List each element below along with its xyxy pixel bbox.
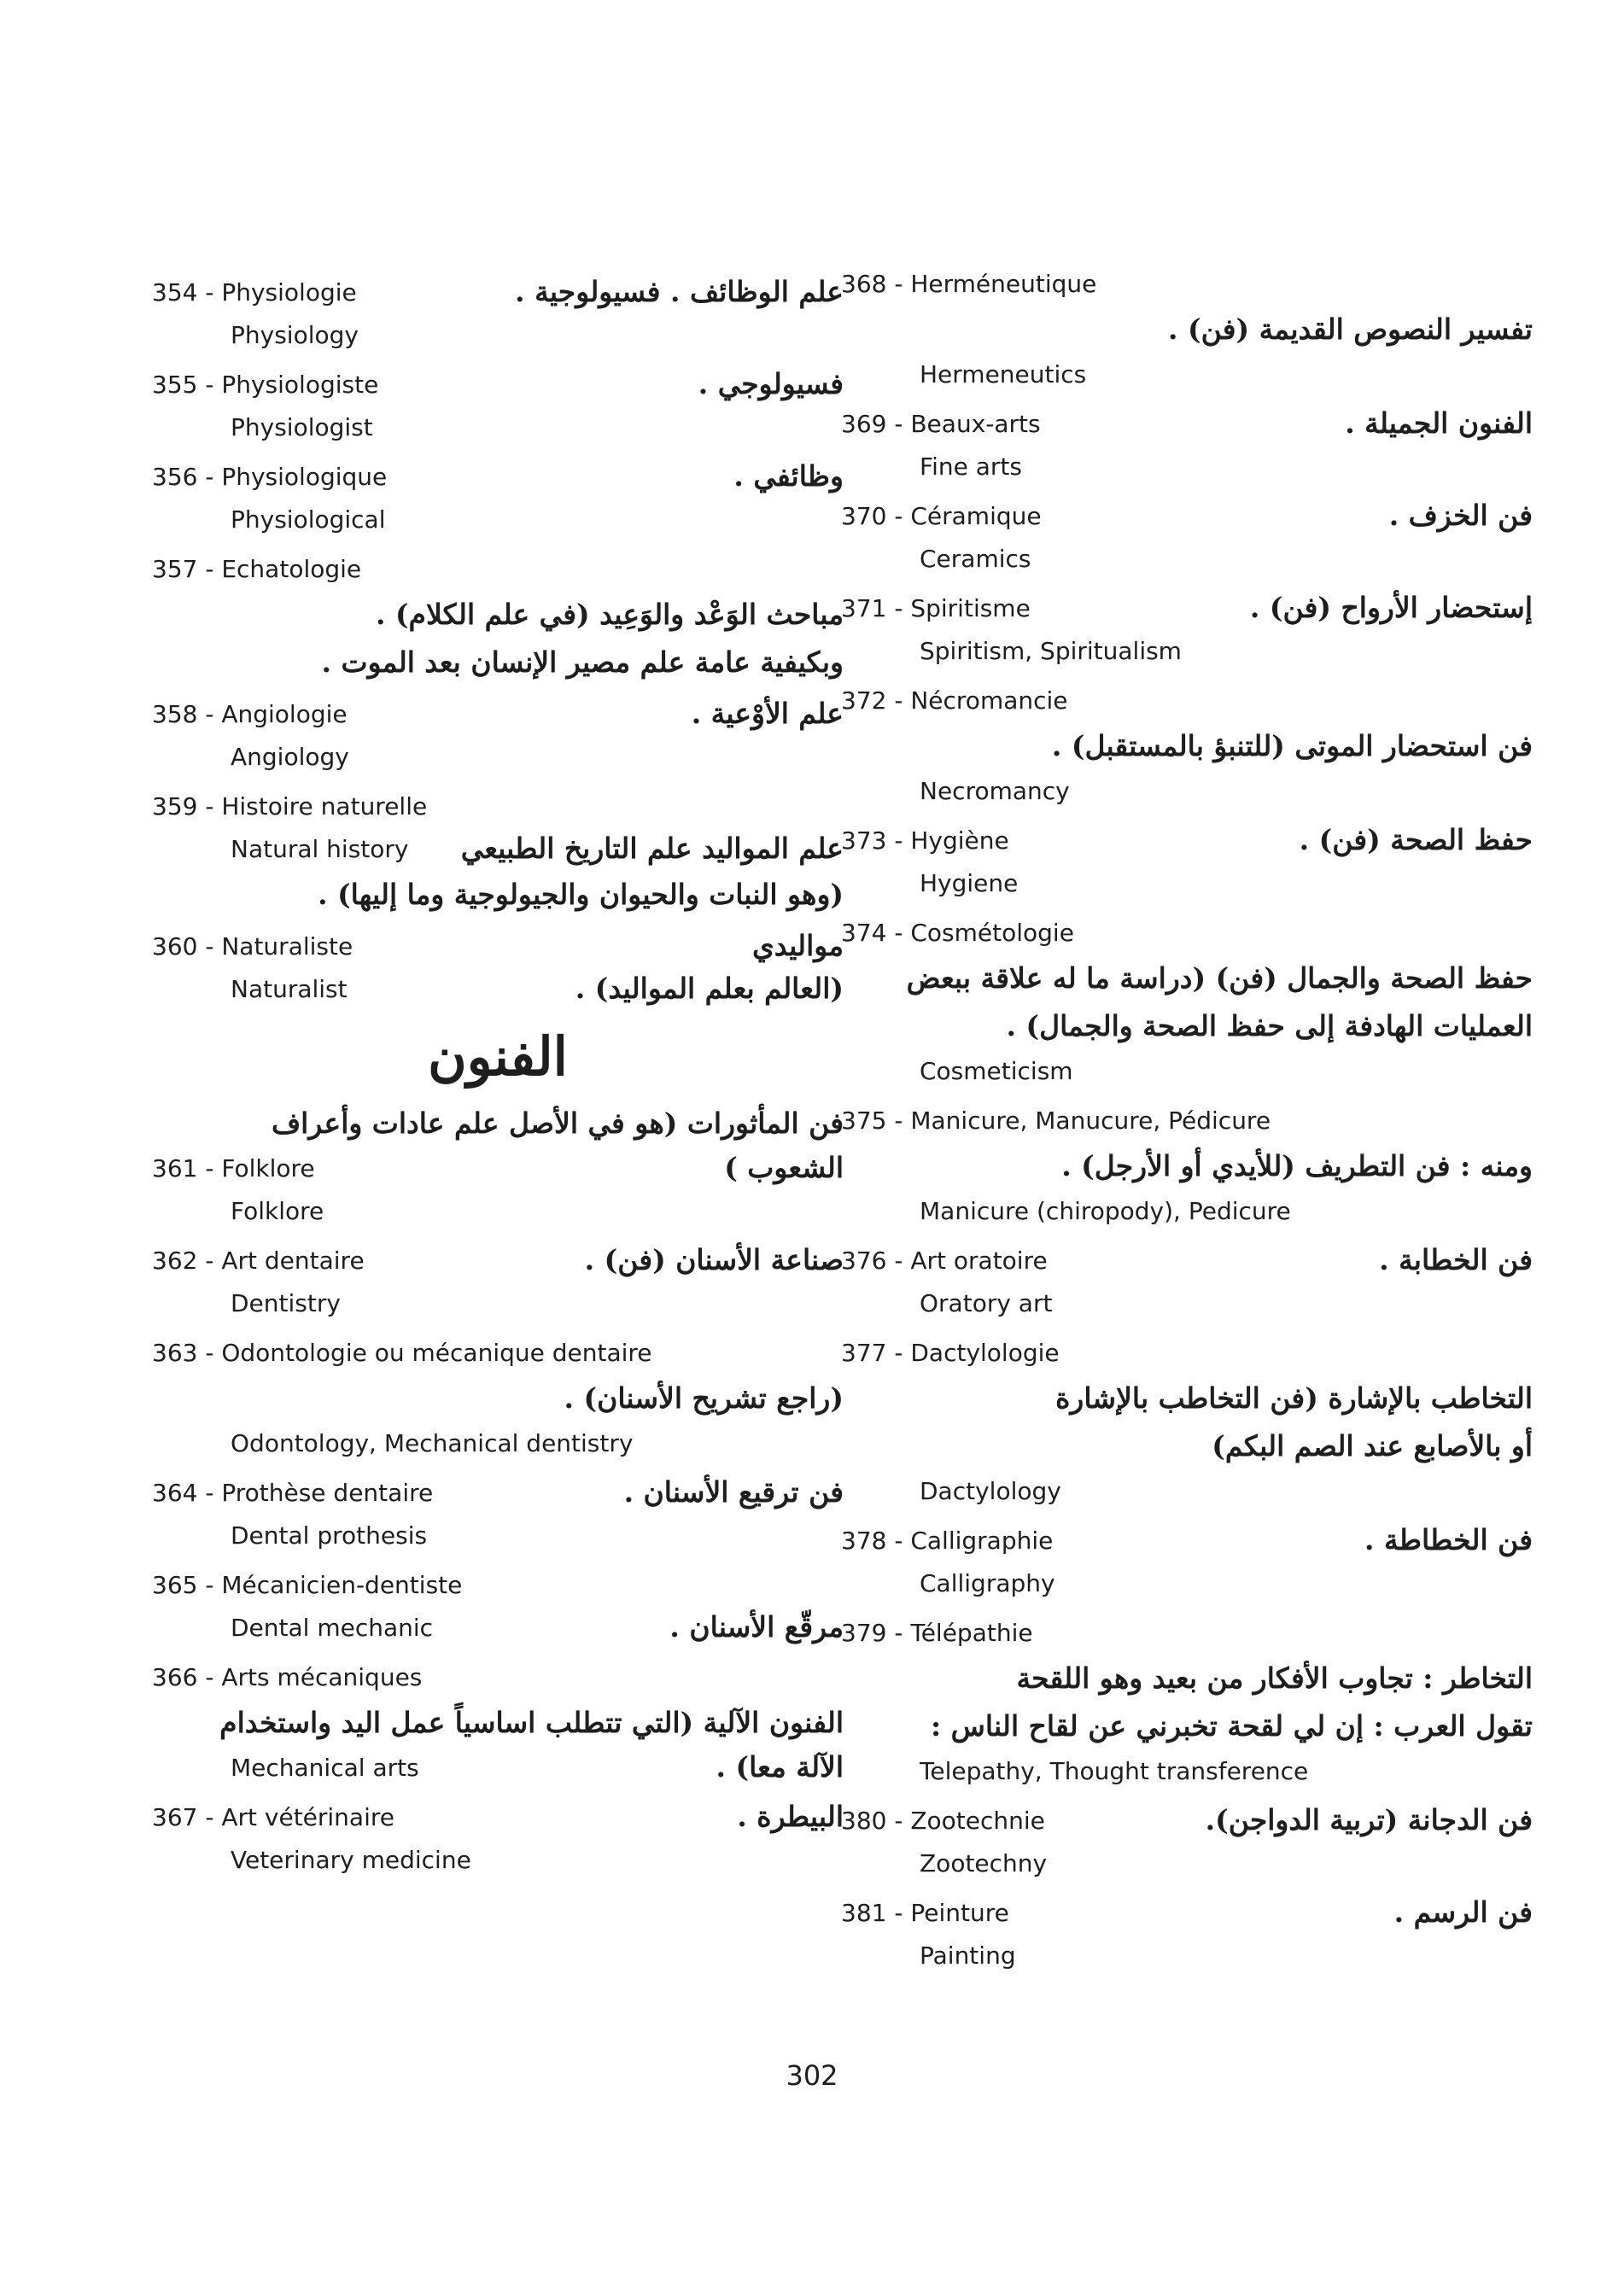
entry-379	[841, 1612, 1533, 1793]
english-term: Dental prothesis	[231, 1521, 428, 1550]
english-term: Cosmeticism	[920, 1057, 1073, 1085]
left-column	[152, 272, 844, 1889]
french-term: 380 - Zootechnie	[841, 1807, 1045, 1835]
entry-375	[841, 1100, 1533, 1233]
english-term: Physiology	[231, 321, 359, 349]
french-term: 374 - Cosmétologie	[841, 919, 1074, 947]
arabic-definition-line: حفظ الصحة والجمال (فن) (دراسة ما له علاقة ببعض	[906, 961, 1533, 995]
arabic-term: علم الأوْعية .	[691, 697, 844, 730]
entry-371	[841, 587, 1533, 673]
english-term: Naturalist	[231, 975, 348, 1003]
entry-380	[841, 1800, 1533, 1885]
english-term: Angiology	[231, 743, 349, 771]
english-term: Manicure (chiropody), Pedicure	[920, 1197, 1291, 1225]
entry-363	[152, 1332, 844, 1465]
english-term: Painting	[920, 1941, 1016, 1970]
right-column	[841, 263, 1533, 1984]
entry-360	[152, 925, 844, 1011]
arabic-term: فن الدجانة (تربية الدواجن).	[1205, 1803, 1533, 1836]
entry-372	[841, 680, 1533, 813]
entry-357	[152, 548, 844, 686]
french-term: 357 - Echatologie	[152, 555, 362, 583]
arabic-term: إستحضار الأرواح (فن) .	[1249, 591, 1533, 624]
french-term: 356 - Physiologique	[152, 463, 388, 491]
french-term: 378 - Calligraphie	[841, 1527, 1054, 1555]
english-term: Dental mechanic	[231, 1614, 434, 1642]
arabic-definition-line: التخاطر : تجاوب الأفكار من بعيد وهو اللقحة	[1016, 1661, 1533, 1695]
entry-373	[841, 820, 1533, 905]
entry-367	[152, 1796, 844, 1882]
french-term: 363 - Odontologie ou mécanique dentaire	[152, 1339, 652, 1367]
english-term: Dentistry	[231, 1289, 341, 1317]
arabic-term: البيطرة .	[737, 1800, 844, 1833]
arabic-term: صناعة الأسنان (فن) .	[584, 1243, 844, 1276]
arabic-term: علم المواليد علم التاريخ الطبيعي	[460, 832, 844, 865]
french-term: 359 - Histoire naturelle	[152, 792, 428, 820]
arabic-definition: الشعوب )	[724, 1151, 844, 1184]
arabic-term: وظائفي .	[733, 459, 844, 493]
french-term: 373 - Hygiène	[841, 826, 1009, 855]
french-term: 365 - Mécanicien-dentiste	[152, 1571, 463, 1599]
english-term: Necromancy	[920, 777, 1070, 805]
arabic-term: مواليدي	[751, 929, 844, 962]
french-term: 358 - Angiologie	[152, 700, 348, 728]
arabic-definition: الآلة معا) .	[716, 1750, 844, 1784]
french-term: 375 - Manicure, Manucure, Pédicure	[841, 1106, 1271, 1135]
entry-381	[841, 1892, 1533, 1977]
english-term: Odontology, Mechanical dentistry	[231, 1429, 634, 1457]
entry-378	[841, 1520, 1533, 1605]
entry-359	[152, 785, 844, 919]
arabic-definition: (العالم بعلم المواليد) .	[575, 972, 844, 1005]
arabic-definition-line: أو بالأصابع عند الصم البكم)	[1212, 1429, 1533, 1463]
arabic-definition-line: فن استحضار الموتى (للتنبؤ بالمستقبل) .	[1051, 729, 1533, 762]
french-term: 381 - Peinture	[841, 1899, 1009, 1927]
entry-362	[152, 1240, 844, 1325]
entry-366	[152, 1656, 844, 1790]
entry-356	[152, 456, 844, 541]
french-term: 368 - Herméneutique	[841, 270, 1097, 298]
english-term: Fine arts	[920, 453, 1022, 481]
entry-368	[841, 263, 1533, 396]
arabic-definition-line: فن المأثورات (هو في الأصل علم عادات وأعراف	[271, 1106, 844, 1140]
french-term: 355 - Physiologiste	[152, 371, 379, 399]
french-term: 369 - Beaux-arts	[841, 410, 1041, 438]
french-term: 367 - Art vétérinaire	[152, 1803, 394, 1831]
entry-376	[841, 1240, 1533, 1325]
english-term: Telepathy, Thought transference	[920, 1757, 1309, 1785]
arabic-term: الفنون الجميلة .	[1345, 406, 1533, 440]
english-term: Mechanical arts	[231, 1754, 419, 1782]
french-term: 372 - Nécromancie	[841, 686, 1068, 715]
arabic-definition-line: الفنون الآلية (التي تتطلب اساسياً عمل اليد واستخدام	[219, 1706, 844, 1739]
french-term: 361 - Folklore	[152, 1154, 315, 1182]
french-term: 371 - Spiritisme	[841, 594, 1031, 622]
french-term: 366 - Arts mécaniques	[152, 1663, 423, 1691]
arabic-definition-line: (راجع تشريح الأسنان) .	[564, 1381, 844, 1415]
french-term: 377 - Dactylologie	[841, 1339, 1060, 1367]
arabic-definition-line: تفسير النصوص القديمة (فن) .	[1168, 312, 1533, 346]
english-term: Physiologist	[231, 413, 373, 441]
section-heading: الفنون	[428, 1025, 568, 1088]
arabic-term: فسيولوجي .	[698, 367, 844, 400]
english-term: Spiritism, Spiritualism	[920, 637, 1182, 665]
arabic-definition-line: العمليات الهادفة إلى حفظ الصحة والجمال) .	[1006, 1009, 1533, 1042]
entry-358	[152, 693, 844, 779]
french-term: 354 - Physiologie	[152, 278, 357, 307]
entry-354	[152, 272, 844, 357]
english-term: Natural history	[231, 835, 409, 863]
arabic-term: علم الوظائف . فسيولوجية .	[515, 275, 844, 308]
english-term: Zootechny	[920, 1849, 1048, 1877]
french-term: 379 - Télépathie	[841, 1619, 1033, 1647]
arabic-definition-line: مباحث الوَعْد والوَعِيد (في علم الكلام) .	[375, 598, 844, 631]
english-term: Hygiene	[920, 869, 1019, 897]
entry-365	[152, 1564, 844, 1649]
arabic-definition-line: تقول العرب : إن لي لقحة تخبرني عن لقاح الناس :	[930, 1709, 1533, 1743]
arabic-term: فن الرسم .	[1393, 1895, 1533, 1929]
english-term: Folklore	[231, 1197, 324, 1225]
english-term: Veterinary medicine	[231, 1846, 471, 1874]
arabic-definition-line: وبكيفية عامة علم مصير الإنسان بعد الموت .	[321, 645, 844, 679]
english-term: Ceramics	[920, 545, 1031, 573]
arabic-term: فن الخطاطة .	[1364, 1523, 1533, 1556]
entry-374	[841, 912, 1533, 1093]
entry-364	[152, 1472, 844, 1557]
page-number: 302	[786, 2059, 838, 2092]
arabic-definition-line: التخاطب بالإشارة (فن التخاطب بالإشارة	[1055, 1381, 1533, 1415]
entry-361	[152, 1100, 844, 1233]
french-term: 370 - Céramique	[841, 502, 1042, 530]
arabic-term: حفظ الصحة (فن) .	[1299, 823, 1533, 856]
arabic-term: فن ترقيع الأسنان .	[623, 1475, 844, 1509]
english-term: Dactylology	[920, 1477, 1061, 1505]
arabic-term: فن الخطابة .	[1379, 1243, 1533, 1276]
english-term: Hermeneutics	[920, 360, 1087, 388]
french-term: 364 - Prothèse dentaire	[152, 1479, 434, 1507]
entry-369	[841, 403, 1533, 488]
french-term: 362 - Art dentaire	[152, 1247, 365, 1275]
english-term: Calligraphy	[920, 1569, 1055, 1597]
french-term: 376 - Art oratoire	[841, 1247, 1048, 1275]
arabic-term: مرقّع الأسنان .	[669, 1610, 844, 1644]
entry-377	[841, 1332, 1533, 1513]
entry-355	[152, 364, 844, 449]
arabic-definition-line: (وهو النبات والحيوان والجيولوجية وما إليها) .	[318, 878, 844, 911]
french-term: 360 - Naturaliste	[152, 932, 353, 960]
english-term: Physiological	[231, 505, 386, 534]
arabic-definition-line: ومنه : فن التطريف (للأيدي أو الأرجل) .	[1061, 1149, 1533, 1182]
entry-370	[841, 495, 1533, 581]
arabic-term: فن الخزف .	[1388, 499, 1533, 532]
english-term: Oratory art	[920, 1289, 1053, 1317]
